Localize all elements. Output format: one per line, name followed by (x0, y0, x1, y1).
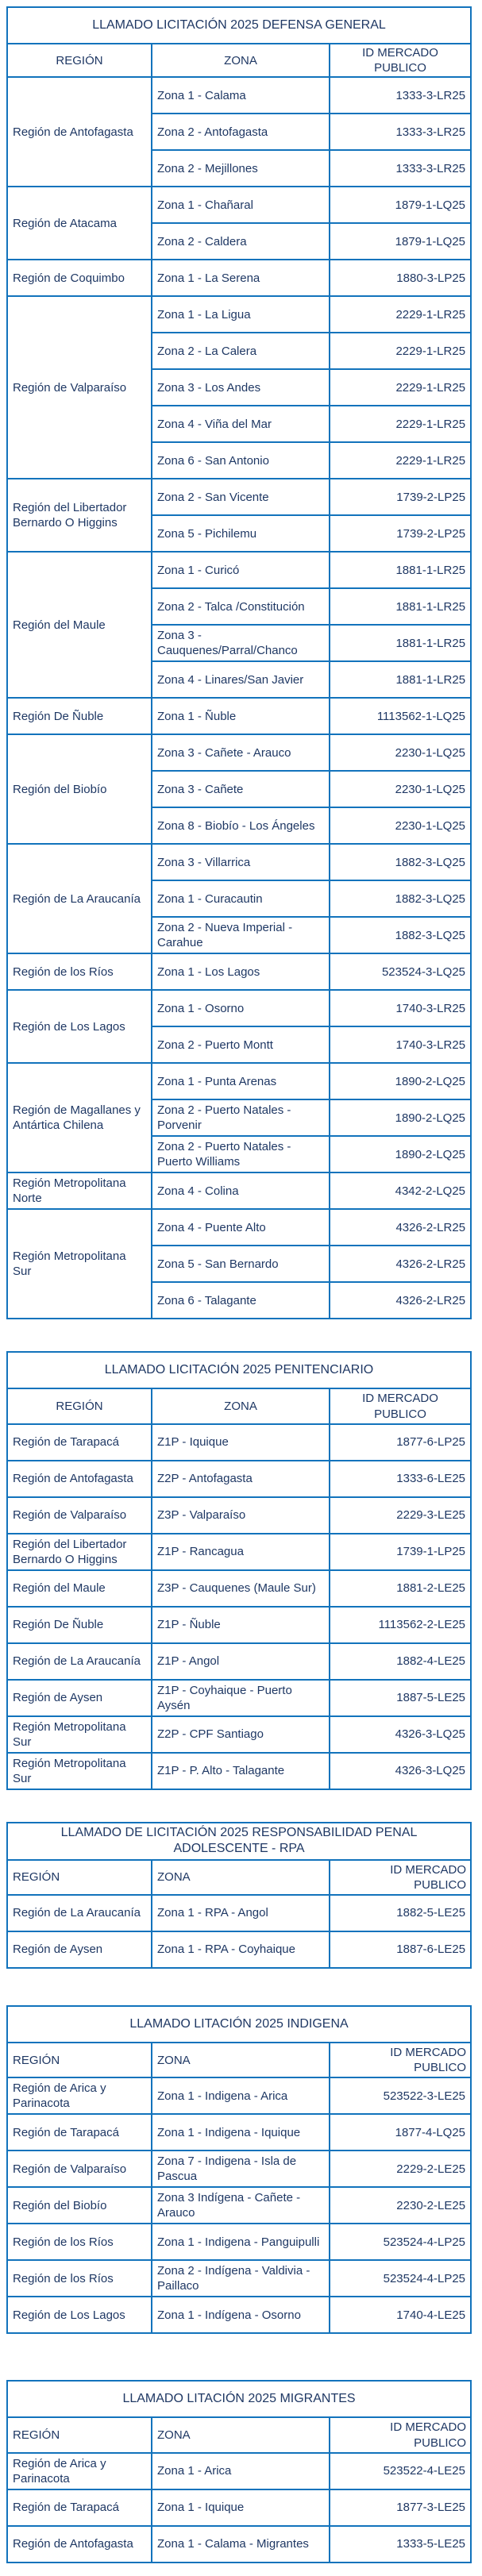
region-cell: Región Metropolitana Sur (7, 1753, 152, 1789)
table-row (7, 1753, 471, 1789)
table-row (7, 2297, 471, 2333)
table-row (7, 2260, 471, 2297)
region-cell: Región de Tarapacá (7, 2489, 152, 2526)
table-row (7, 953, 471, 990)
table-row (7, 1497, 471, 1534)
region-cell: Región de Valparaíso (7, 2151, 152, 2187)
licitacion-table (6, 2380, 472, 2563)
zona-cell: Zona 4 - Linares/San Javier (152, 661, 330, 698)
region-cell: Región del Libertador Bernardo O Higgins (7, 479, 152, 552)
header-row (7, 1388, 471, 1423)
table-title: LLAMADO LITACIÓN 2025 MIGRANTES (7, 2381, 471, 2417)
table-row (7, 2489, 471, 2526)
zona-cell: Zona 1 - Indigena - Arica (152, 2077, 330, 2114)
id-mercado-publico-cell: 1882-5-LE25 (330, 1895, 471, 1931)
id-mercado-publico-cell: 1880-3-LP25 (330, 260, 471, 296)
table-row (7, 844, 471, 880)
region-cell: Región de los Ríos (7, 2224, 152, 2260)
header-row (7, 1860, 471, 1895)
header-row (7, 2417, 471, 2452)
table-title: LLAMADO DE LICITACIÓN 2025 RESPONSABILIDAD PENAL ADOLESCENTE - RPA (7, 1823, 471, 1860)
table-title: LLAMADO LICITACIÓN 2025 DEFENSA GENERAL (7, 7, 471, 44)
header-zona: ZONA (152, 2043, 330, 2077)
region-cell: Región de Valparaíso (7, 296, 152, 479)
table-row (7, 1172, 471, 1209)
zona-cell: Z3P - Valparaíso (152, 1497, 330, 1534)
licitacion-table (6, 1351, 472, 1789)
id-mercado-publico-cell: 1740-4-LE25 (330, 2297, 471, 2333)
zona-cell: Zona 3 - Cañete - Arauco (152, 734, 330, 771)
id-mercado-publico-cell: 4342-2-LQ25 (330, 1172, 471, 1209)
id-mercado-publico-cell: 1881-1-LR25 (330, 588, 471, 625)
zona-cell: Zona 5 - San Bernardo (152, 1246, 330, 1282)
zona-cell: Z3P - Cauquenes (Maule Sur) (152, 1570, 330, 1607)
zona-cell: Zona 1 - Los Lagos (152, 953, 330, 990)
header-zona: ZONA (152, 44, 330, 77)
region-cell: Región de Los Lagos (7, 2297, 152, 2333)
zona-cell: Z1P - Iquique (152, 1424, 330, 1461)
table-row (7, 1209, 471, 1246)
tables-container (6, 6, 476, 2563)
title-row (7, 1823, 471, 1860)
zona-cell: Zona 2 - San Vicente (152, 479, 330, 515)
id-mercado-publico-cell: 1333-3-LR25 (330, 77, 471, 114)
region-cell: Región de los Ríos (7, 953, 152, 990)
zona-cell: Zona 1 - Indígena - Osorno (152, 2297, 330, 2333)
region-cell: Región De Ñuble (7, 698, 152, 734)
region-cell: Región de Tarapacá (7, 1424, 152, 1461)
table-row (7, 260, 471, 296)
id-mercado-publico-cell: 1879-1-LQ25 (330, 223, 471, 260)
id-mercado-publico-cell: 2229-3-LE25 (330, 1497, 471, 1534)
zona-cell: Zona 2 - Puerto Montt (152, 1026, 330, 1063)
zona-cell: Zona 2 - Nueva Imperial - Carahue (152, 917, 330, 953)
zona-cell: Zona 1 - La Serena (152, 260, 330, 296)
id-mercado-publico-cell: 2229-1-LR25 (330, 442, 471, 479)
table-row (7, 2453, 471, 2489)
region-cell: Región del Biobío (7, 734, 152, 844)
zona-cell: Zona 3 - Villarrica (152, 844, 330, 880)
table-row (7, 1570, 471, 1607)
id-mercado-publico-cell: 1887-5-LE25 (330, 1680, 471, 1716)
zona-cell: Zona 1 - Curacautin (152, 880, 330, 917)
zona-cell: Zona 2 - Puerto Natales - Puerto Williams (152, 1136, 330, 1172)
zona-cell: Zona 1 - Curicó (152, 552, 330, 588)
id-mercado-publico-cell: 2230-1-LQ25 (330, 734, 471, 771)
region-cell: Región de Antofagasta (7, 2526, 152, 2563)
zona-cell: Zona 1 - Ñuble (152, 698, 330, 734)
table-title: LLAMADO LITACIÓN 2025 INDIGENA (7, 2006, 471, 2043)
zona-cell: Zona 3 - Cañete (152, 771, 330, 807)
table-row (7, 698, 471, 734)
region-cell: Región de La Araucanía (7, 1643, 152, 1680)
zona-cell: Zona 1 - La Ligua (152, 296, 330, 333)
title-row (7, 2381, 471, 2417)
zona-cell: Zona 1 - Chañaral (152, 187, 330, 223)
zona-cell: Z2P - CPF Santiago (152, 1716, 330, 1753)
id-mercado-publico-cell: 4326-3-LQ25 (330, 1753, 471, 1789)
table-row (7, 1461, 471, 1497)
zona-cell: Zona 1 - Punta Arenas (152, 1063, 330, 1099)
licitacion-table (6, 1822, 472, 1969)
table-row (7, 2151, 471, 2187)
id-mercado-publico-cell: 2230-1-LQ25 (330, 807, 471, 844)
id-mercado-publico-cell: 523522-3-LE25 (330, 2077, 471, 2114)
table-row (7, 1643, 471, 1680)
zona-cell: Zona 4 - Colina (152, 1172, 330, 1209)
id-mercado-publico-cell: 4326-2-LR25 (330, 1282, 471, 1319)
id-mercado-publico-cell: 1881-1-LR25 (330, 661, 471, 698)
id-mercado-publico-cell: 2229-1-LR25 (330, 369, 471, 406)
id-mercado-publico-cell: 1333-3-LR25 (330, 114, 471, 150)
id-mercado-publico-cell: 1333-6-LE25 (330, 1461, 471, 1497)
zona-cell: Zona 8 - Biobío - Los Ángeles (152, 807, 330, 844)
zona-cell: Zona 6 - San Antonio (152, 442, 330, 479)
region-cell: Región de Tarapacá (7, 2114, 152, 2151)
id-mercado-publico-cell: 1882-3-LQ25 (330, 844, 471, 880)
zona-cell: Zona 1 - RPA - Coyhaique (152, 1931, 330, 1968)
header-id-mercado-publico: ID MERCADO PUBLICO (330, 1860, 471, 1895)
zona-cell: Zona 1 - Calama - Migrantes (152, 2526, 330, 2563)
zona-cell: Z1P - Ñuble (152, 1607, 330, 1643)
zona-cell: Zona 3 Indígena - Cañete - Arauco (152, 2187, 330, 2224)
zona-cell: Zona 2 - La Calera (152, 333, 330, 369)
table-row (7, 1534, 471, 1570)
region-cell: Región de los Ríos (7, 2260, 152, 2297)
region-cell: Región de Los Lagos (7, 990, 152, 1063)
header-region: REGIÓN (7, 1860, 152, 1895)
id-mercado-publico-cell: 1113562-1-LQ25 (330, 698, 471, 734)
zona-cell: Zona 1 - Osorno (152, 990, 330, 1026)
region-cell: Región de Magallanes y Antártica Chilena (7, 1063, 152, 1172)
id-mercado-publico-cell: 523522-4-LE25 (330, 2453, 471, 2489)
zona-cell: Zona 4 - Viña del Mar (152, 406, 330, 442)
zona-cell: Zona 7 - Indigena - Isla de Pascua (152, 2151, 330, 2187)
id-mercado-publico-cell: 1881-1-LR25 (330, 625, 471, 661)
id-mercado-publico-cell: 2229-1-LR25 (330, 406, 471, 442)
id-mercado-publico-cell: 2230-1-LQ25 (330, 771, 471, 807)
id-mercado-publico-cell: 1333-3-LR25 (330, 150, 471, 187)
title-row (7, 2006, 471, 2043)
table-row (7, 1716, 471, 1753)
id-mercado-publico-cell: 2229-1-LR25 (330, 333, 471, 369)
id-mercado-publico-cell: 1882-4-LE25 (330, 1643, 471, 1680)
zona-cell: Zona 2 - Caldera (152, 223, 330, 260)
zona-cell: Z2P - Antofagasta (152, 1461, 330, 1497)
id-mercado-publico-cell: 4326-2-LR25 (330, 1209, 471, 1246)
id-mercado-publico-cell: 4326-3-LQ25 (330, 1716, 471, 1753)
region-cell: Región de Atacama (7, 187, 152, 260)
id-mercado-publico-cell: 523524-4-LP25 (330, 2260, 471, 2297)
header-row (7, 44, 471, 77)
id-mercado-publico-cell: 1113562-2-LE25 (330, 1607, 471, 1643)
id-mercado-publico-cell: 523524-4-LP25 (330, 2224, 471, 2260)
table-row (7, 2187, 471, 2224)
id-mercado-publico-cell: 1882-3-LQ25 (330, 880, 471, 917)
id-mercado-publico-cell: 2229-1-LR25 (330, 296, 471, 333)
id-mercado-publico-cell: 1740-3-LR25 (330, 1026, 471, 1063)
header-id-mercado-publico: ID MERCADO PUBLICO (330, 2043, 471, 2077)
id-mercado-publico-cell: 1890-2-LQ25 (330, 1099, 471, 1136)
header-id-mercado-publico: ID MERCADO PUBLICO (330, 44, 471, 77)
table-row (7, 734, 471, 771)
header-id-mercado-publico: ID MERCADO PUBLICO (330, 2417, 471, 2452)
header-region: REGIÓN (7, 1388, 152, 1423)
zona-cell: Zona 6 - Talagante (152, 1282, 330, 1319)
id-mercado-publico-cell: 523524-3-LQ25 (330, 953, 471, 990)
table-row (7, 296, 471, 333)
zona-cell: Zona 2 - Mejillones (152, 150, 330, 187)
title-row (7, 7, 471, 44)
zona-cell: Zona 2 - Indígena - Valdivia - Paillaco (152, 2260, 330, 2297)
table-row (7, 2526, 471, 2563)
table-row (7, 2224, 471, 2260)
header-row (7, 2043, 471, 2077)
zona-cell: Zona 1 - Iquique (152, 2489, 330, 2526)
zona-cell: Zona 3 - Los Andes (152, 369, 330, 406)
region-cell: Región de Antofagasta (7, 1461, 152, 1497)
table-row (7, 187, 471, 223)
table-row (7, 2077, 471, 2114)
header-zona: ZONA (152, 1860, 330, 1895)
id-mercado-publico-cell: 1881-2-LE25 (330, 1570, 471, 1607)
table-row (7, 2114, 471, 2151)
header-zona: ZONA (152, 1388, 330, 1423)
region-cell: Región Metropolitana Sur (7, 1716, 152, 1753)
id-mercado-publico-cell: 1739-1-LP25 (330, 1534, 471, 1570)
id-mercado-publico-cell: 1877-4-LQ25 (330, 2114, 471, 2151)
region-cell: Región de Aysen (7, 1680, 152, 1716)
zona-cell: Z1P - Angol (152, 1643, 330, 1680)
id-mercado-publico-cell: 1877-3-LE25 (330, 2489, 471, 2526)
zona-cell: Zona 2 - Talca /Constitución (152, 588, 330, 625)
id-mercado-publico-cell: 2230-2-LE25 (330, 2187, 471, 2224)
title-row (7, 1352, 471, 1388)
id-mercado-publico-cell: 1887-6-LE25 (330, 1931, 471, 1968)
table-row (7, 1607, 471, 1643)
zona-cell: Zona 1 - Indigena - Iquique (152, 2114, 330, 2151)
licitacion-table (6, 2005, 472, 2334)
table-row (7, 77, 471, 114)
id-mercado-publico-cell: 1877-6-LP25 (330, 1424, 471, 1461)
zona-cell: Zona 3 - Cauquenes/Parral/Chanco (152, 625, 330, 661)
region-cell: Región de Antofagasta (7, 77, 152, 187)
header-region: REGIÓN (7, 2417, 152, 2452)
region-cell: Región de La Araucanía (7, 1895, 152, 1931)
table-row (7, 990, 471, 1026)
header-id-mercado-publico: ID MERCADO PUBLICO (330, 1388, 471, 1423)
region-cell: Región del Biobío (7, 2187, 152, 2224)
header-region: REGIÓN (7, 44, 152, 77)
region-cell: Región Metropolitana Sur (7, 1209, 152, 1319)
id-mercado-publico-cell: 1333-5-LE25 (330, 2526, 471, 2563)
id-mercado-publico-cell: 4326-2-LR25 (330, 1246, 471, 1282)
header-region: REGIÓN (7, 2043, 152, 2077)
region-cell: Región de Coquimbo (7, 260, 152, 296)
zona-cell: Zona 1 - RPA - Angol (152, 1895, 330, 1931)
id-mercado-publico-cell: 2229-2-LE25 (330, 2151, 471, 2187)
table-row (7, 1931, 471, 1968)
zona-cell: Z1P - P. Alto - Talagante (152, 1753, 330, 1789)
zona-cell: Zona 5 - Pichilemu (152, 515, 330, 552)
region-cell: Región de Aysen (7, 1931, 152, 1968)
region-cell: Región del Libertador Bernardo O Higgins (7, 1534, 152, 1570)
header-zona: ZONA (152, 2417, 330, 2452)
table-row (7, 1424, 471, 1461)
id-mercado-publico-cell: 1882-3-LQ25 (330, 917, 471, 953)
table-row (7, 1063, 471, 1099)
zona-cell: Zona 1 - Calama (152, 77, 330, 114)
zona-cell: Zona 1 - Arica (152, 2453, 330, 2489)
region-cell: Región De Ñuble (7, 1607, 152, 1643)
table-title: LLAMADO LICITACIÓN 2025 PENITENCIARIO (7, 1352, 471, 1388)
id-mercado-publico-cell: 1739-2-LP25 (330, 479, 471, 515)
zona-cell: Z1P - Rancagua (152, 1534, 330, 1570)
region-cell: Región de La Araucanía (7, 844, 152, 953)
region-cell: Región del Maule (7, 552, 152, 698)
table-row (7, 1895, 471, 1931)
id-mercado-publico-cell: 1740-3-LR25 (330, 990, 471, 1026)
zona-cell: Zona 4 - Puente Alto (152, 1209, 330, 1246)
id-mercado-publico-cell: 1879-1-LQ25 (330, 187, 471, 223)
zona-cell: Zona 1 - Indigena - Panguipulli (152, 2224, 330, 2260)
table-row (7, 479, 471, 515)
zona-cell: Z1P - Coyhaique - Puerto Aysén (152, 1680, 330, 1716)
region-cell: Región Metropolitana Norte (7, 1172, 152, 1209)
region-cell: Región de Valparaíso (7, 1497, 152, 1534)
id-mercado-publico-cell: 1890-2-LQ25 (330, 1063, 471, 1099)
id-mercado-publico-cell: 1881-1-LR25 (330, 552, 471, 588)
zona-cell: Zona 2 - Puerto Natales - Porvenir (152, 1099, 330, 1136)
licitacion-table (6, 6, 472, 1319)
region-cell: Región de Arica y Parinacota (7, 2077, 152, 2114)
table-row (7, 1680, 471, 1716)
table-row (7, 552, 471, 588)
id-mercado-publico-cell: 1739-2-LP25 (330, 515, 471, 552)
region-cell: Región de Arica y Parinacota (7, 2453, 152, 2489)
id-mercado-publico-cell: 1890-2-LQ25 (330, 1136, 471, 1172)
region-cell: Región del Maule (7, 1570, 152, 1607)
zona-cell: Zona 2 - Antofagasta (152, 114, 330, 150)
